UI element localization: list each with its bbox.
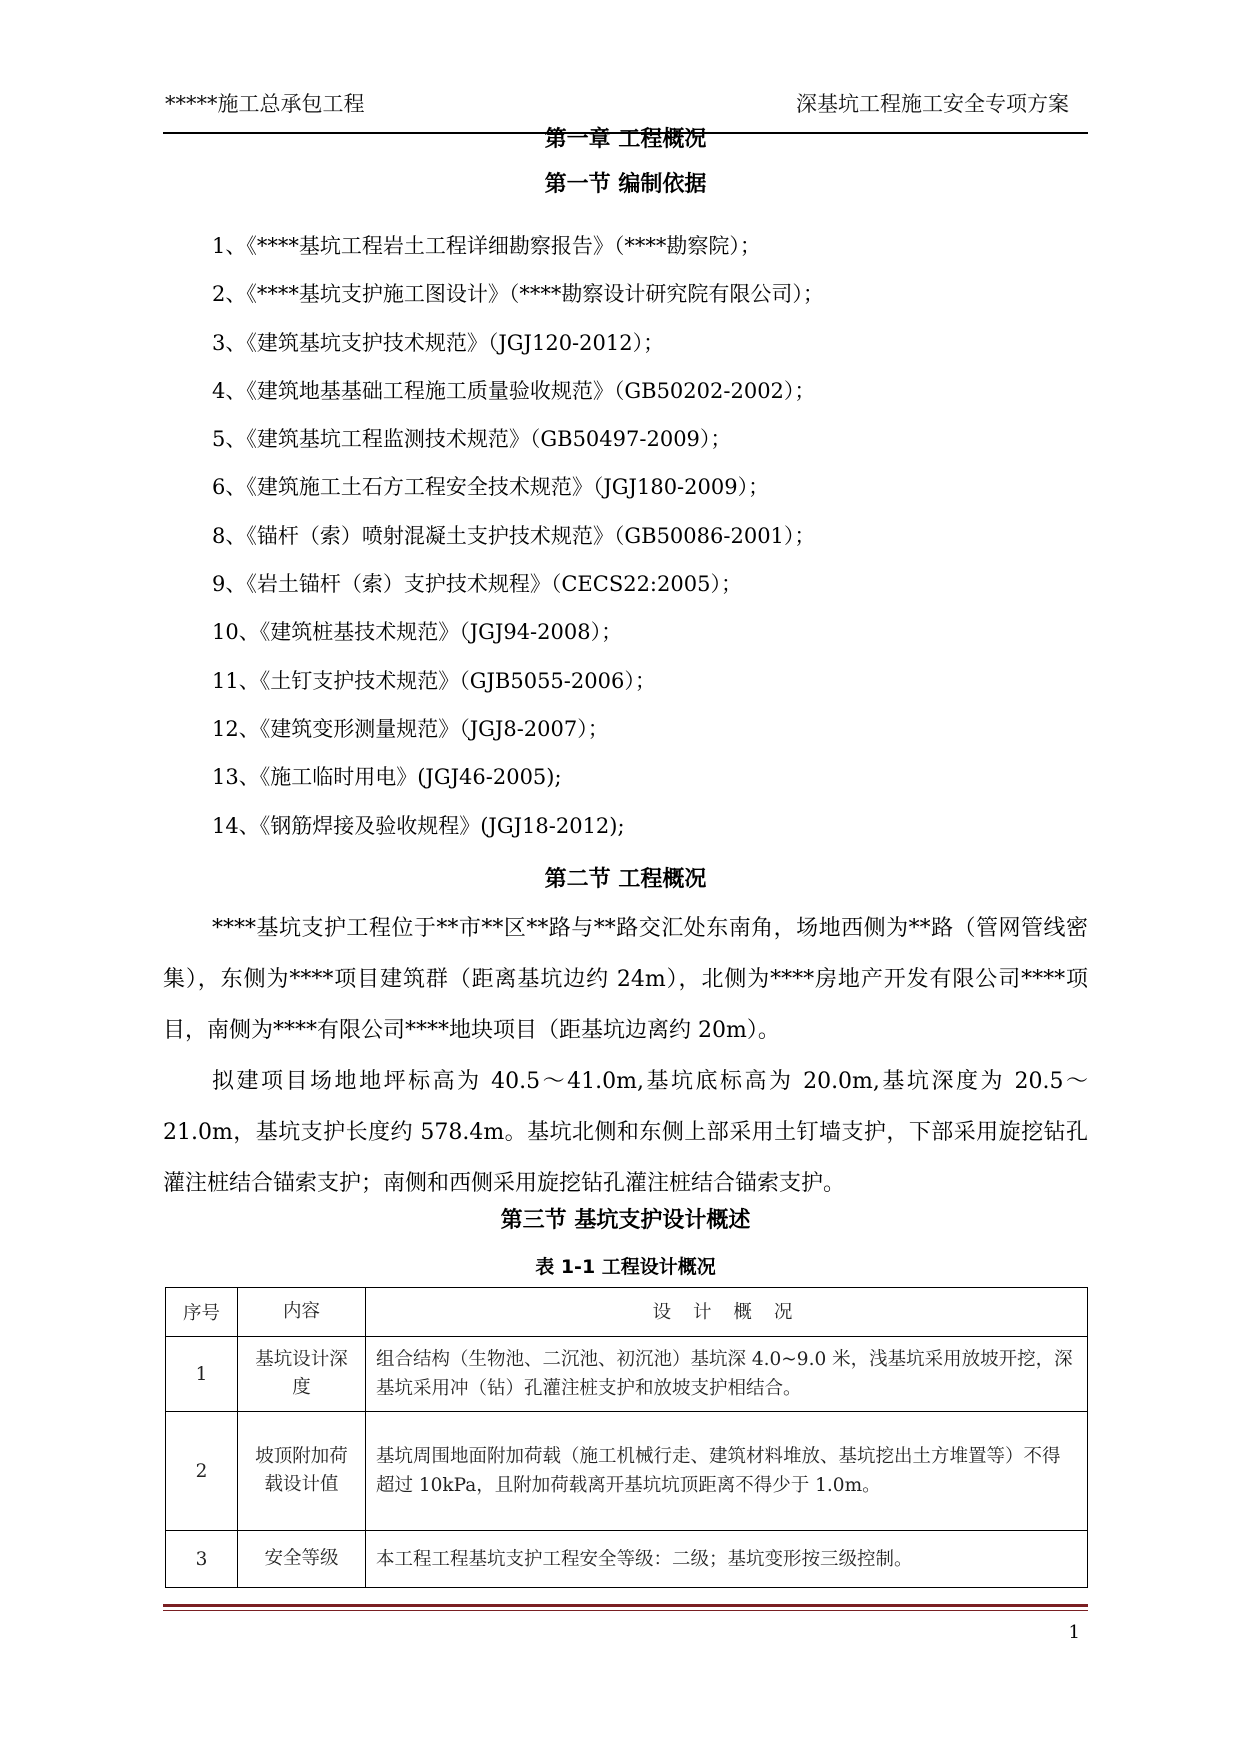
reference-list [163, 226, 1088, 854]
footer-rule-thin [163, 1610, 1088, 1611]
chapter-title: 第一章 工程概况 [544, 127, 707, 152]
list-item: 9、《岩土锚杆（索）支护技术规程》（CECS22:2005）； [212, 572, 742, 597]
table-row [166, 1337, 1088, 1412]
table-header-row [166, 1288, 1088, 1337]
list-item: 3、《建筑基坑支护技术规范》（JGJ120-2012）； [212, 330, 665, 355]
table-row [166, 1531, 1088, 1588]
header-right: 深基坑工程施工安全专项方案 [796, 92, 1069, 116]
cell-no: 2 [166, 1412, 238, 1531]
section3-title: 第三节 基坑支护设计概述 [500, 1208, 751, 1233]
cell-item: 安全等级 [238, 1531, 366, 1588]
header-no: 序号 [166, 1288, 238, 1337]
header-left: *****施工总承包工程 [165, 92, 365, 116]
design-overview-table [165, 1287, 1088, 1588]
cell-no: 1 [166, 1337, 238, 1412]
header-item: 内容 [238, 1288, 366, 1337]
cell-desc: 本工程工程基坑支护工程安全等级：二级；基坑变形按三级控制。 [366, 1531, 1088, 1588]
list-item: 11、《土钉支护技术规范》（GJB5055-2006）； [212, 668, 656, 693]
cell-no: 3 [166, 1531, 238, 1588]
list-item: 13、《施工临时用电》(JGJ46-2005); [212, 765, 562, 790]
list-item: 12、《建筑变形测量规范》（JGJ8-2007）； [212, 716, 609, 741]
list-item: 8、《锚杆（索）喷射混凝土支护技术规范》（GB50086-2001）； [212, 523, 816, 548]
section2-title: 第二节 工程概况 [544, 867, 707, 892]
table-row [166, 1412, 1088, 1531]
list-item: 14、《钢筋焊接及验收规程》(JGJ18-2012); [212, 813, 625, 838]
section1-title: 第一节 编制依据 [544, 172, 707, 197]
list-item: 6、《建筑施工土石方工程安全技术规范》（JGJ180-2009）； [212, 475, 770, 500]
page-number: 1 [1068, 1622, 1080, 1643]
cell-desc: 组合结构（生物池、二沉池、初沉池）基坑深 4.0~9.0 米，浅基坑采用放坡开挖，深基坑采用冲（钻）孔灌注桩支护和放坡支护相结合。 [366, 1337, 1088, 1412]
list-item: 1、《****基坑工程岩土工程详细勘察报告》（****勘察院）； [212, 234, 761, 258]
list-item: 10、《建筑桩基技术规范》（JGJ94-2008）； [212, 620, 623, 645]
list-item: 2、《****基坑支护施工图设计》（****勘察设计研究院有限公司）； [212, 282, 824, 307]
list-item: 5、《建筑基坑工程监测技术规范》（GB50497-2009）； [212, 427, 732, 452]
footer-rule [163, 1604, 1088, 1607]
overview-paragraph-1: ****基坑支护工程位于**市**区**路与**路交汇处东南角，场地西侧为**路（管网管线密集），东侧为****项目建筑群（距离基坑边约 24m），北侧为****房地产开发有限公司****项目，南侧为****有限公司****地块项目（距基坑边离约 20m）。 [163, 916, 1088, 1043]
table-caption: 表 1-1 工程设计概况 [535, 1256, 716, 1278]
overview-paragraph-2: 拟建项目场地地坪标高为 40.5～41.0m,基坑底标高为 20.0m,基坑深度为 20.5～21.0m，基坑支护长度约 578.4m。基坑北侧和东侧上部采用土钉墙支护，下部采用旋挖钻孔灌注桩结合锚索支护；南侧和西侧采用旋挖钻孔灌注桩结合锚索支护。 [163, 1069, 1088, 1196]
list-item: 4、《建筑地基基础工程施工质量验收规范》（GB50202-2002）； [212, 378, 816, 403]
cell-desc: 基坑周围地面附加荷载（施工机械行走、建筑材料堆放、基坑挖出土方堆置等）不得超过 10kPa，且附加荷载离开基坑坑顶距离不得少于 1.0m。 [366, 1412, 1088, 1531]
cell-item: 基坑设计深度 [238, 1337, 366, 1412]
header-desc: 设 计 概 况 [366, 1288, 1088, 1337]
cell-item: 坡顶附加荷载设计值 [238, 1412, 366, 1531]
